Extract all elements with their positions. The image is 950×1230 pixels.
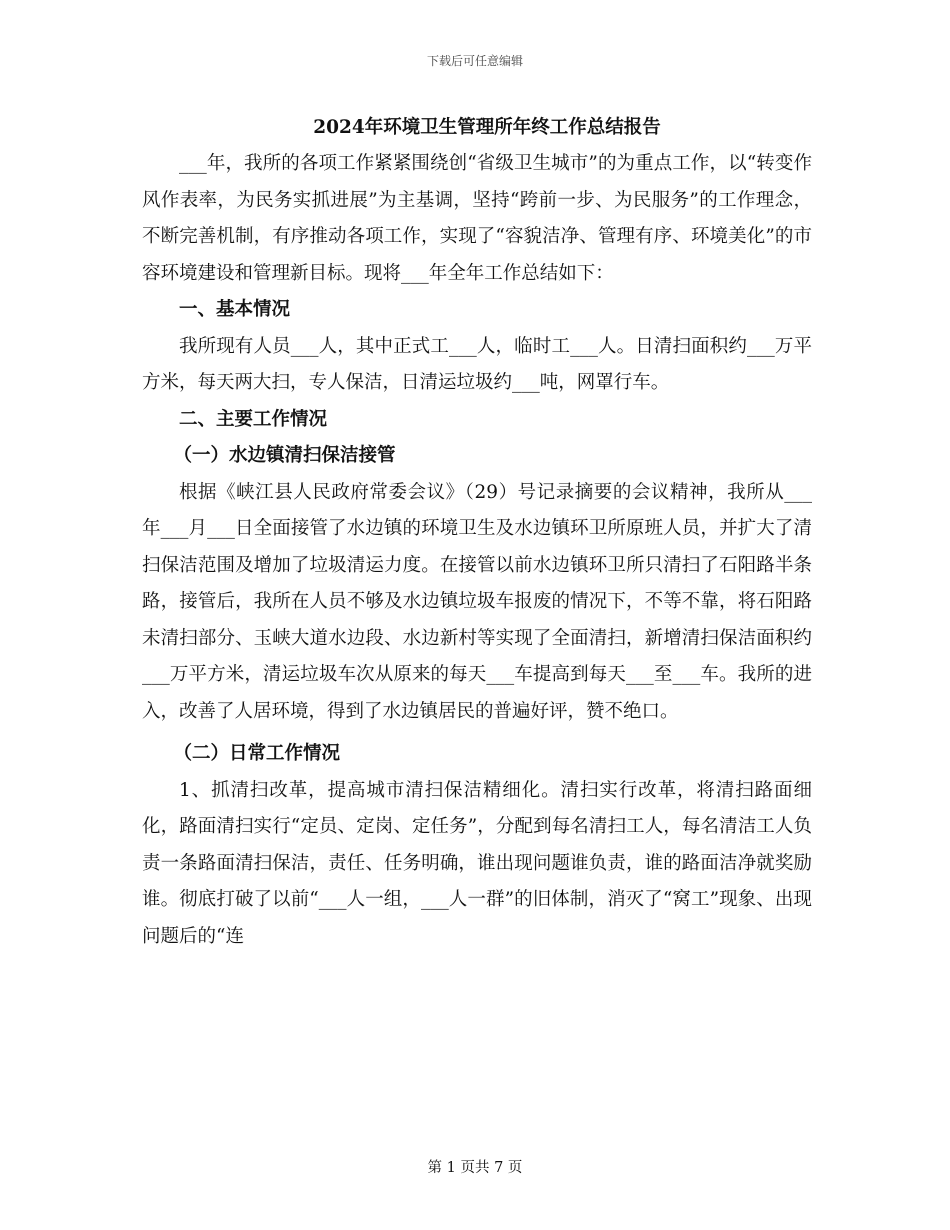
daily-work-paragraph: 1、抓清扫改革，提高城市清扫保洁精细化。清扫实行改革，将清扫路面细化，路面清扫实行“定员、定岗、定任务”，分配到每名清扫工人，每名清洁工人负责一条路面清扫保洁，责任、任务明确，谁出现问题谁负责，谁的路面洁净就奖励谁。彻底打破了以前“___人一组，___人一群”的旧体制，消灭了“窝工”现象、出现问题后的“连 bbox=[142, 779, 812, 947]
subsection-heading-takeover: （一）水边镇清扫保洁接管 bbox=[173, 445, 396, 466]
takeover-paragraph: 根据《峡江县人民政府常委会议》（29）号记录摘要的会议精神，我所从___年___月___日全面接管了水边镇的环境卫生及水边镇环卫所原班人员，并扩大了清扫保洁范围及增加了垃圾清运力度。在接管以前水边镇环卫所只清扫了石阳路半条路，接管后，我所在人员不够及水边镇垃圾车报废的情况下，不等不靠，将石阳路未清扫部分、玉峡大道水边段、水边新村等实现了全面清扫，新增清扫保洁面积约___万平方米，清运垃圾车次从原来的每天___车提高到每天___至___车。我所的进入，改善了人居环境，得到了水边镇居民的普遍好评，赞不绝口。 bbox=[142, 481, 812, 722]
basic-info-paragraph: 我所现有人员___人，其中正式工___人，临时工___人。日清扫面积约___万平方米，每天两大扫，专人保洁，日清运垃圾约___吨，网罩行车。 bbox=[142, 335, 812, 393]
intro-paragraph: ___年，我所的各项工作紧紧围绕创“省级卫生城市”的为重点工作，以“转变作风作表率，为民务实抓进展”为主基调，坚持“跨前一步、为民服务”的工作理念，不断完善机制，有序推动各项工作，实现了“容貌洁净、管理有序、环境美化”的市容环境建设和管理新目标。现将___年全年工作总结如下： bbox=[142, 153, 812, 284]
document-title: 2024年环境卫生管理所年终工作总结报告 bbox=[313, 117, 661, 138]
header-note: 下载后可任意编辑 bbox=[426, 54, 523, 68]
section-heading-main-work: 二、主要工作情况 bbox=[179, 408, 328, 430]
subsection-heading-daily-work: （二）日常工作情况 bbox=[173, 743, 340, 764]
section-heading-basic: 一、基本情况 bbox=[179, 299, 291, 320]
document-body bbox=[142, 110, 812, 955]
page-footer: 第 1 页共 7 页 bbox=[427, 1160, 523, 1176]
